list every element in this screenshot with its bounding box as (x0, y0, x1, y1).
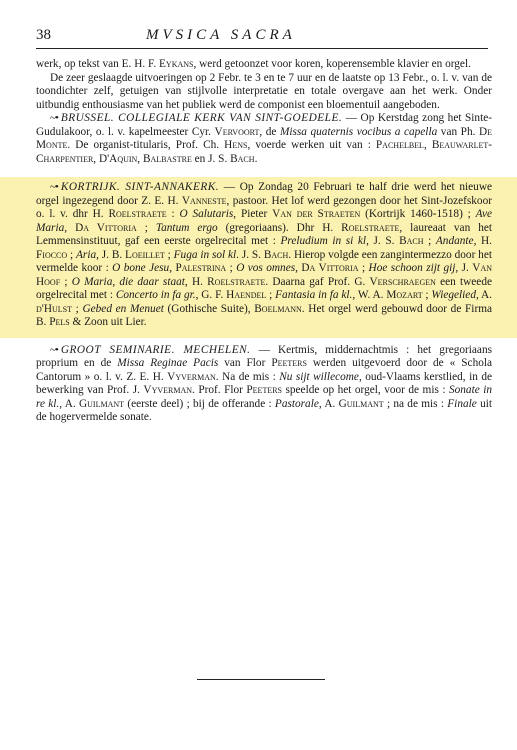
section-heading: KORTRIJK. SINT-ANNAKERK. (60, 181, 220, 193)
highlighted-section (0, 177, 517, 338)
section-brussel: ~• BRUSSEL. COLLEGIALE KERK VAN SINT-GOEDELE. — Op Kerstdag zong het Sinte-Gudulakoor, o. l. v. kapelmeester Cyr. Vervoort, de Missa quaternis vocibus a capella van Ph. De Monte. De organist-titularis, Prof. Ch. Hens, voerde werken uit van : Pachelbel, Beauwarlet-Charpentier, D'Aquin, Balbastre en J. S. Bach. (36, 112, 493, 165)
ornament-glyph: ~• (50, 112, 58, 124)
paragraph-performances: De zeer geslaagde uitvoeringen op 2 Febr. te 3 en te 7 uur en de laatste op 13 Febr., o. l. v. van de toondichter zelf, getuigen van stijlvolle interpretatie en totale overgave aan het werk. Onder uitbundig enthousiasme van het publiek werd de componist een bloementuil aangeboden. (36, 71, 492, 111)
section-heading: BRUSSEL. COLLEGIALE KERK VAN SINT-GOEDELE. (60, 112, 343, 124)
section-mechelen: ~• GROOT SEMINARIE. MECHELEN. — Kertmis, middernachtmis : het gregoriaans proprium en de Missa Reginae Pacis van Flor Peeters werden uitgevoerd door de « Schola Cantorum » o. l. v. Z. E. H. Vyverman. Na de mis : Nu sijt willecome, oud-Vlaams kerstlied, in de bewerking van Prof. J. Vyverman. Prof. Flor Peeters speelde op het orgel, voor de mis : Sonate in re kl., A. Guilmant (eerste deel) ; bij de offerande : Pastorale, A. Guilmant ; na de mis : Finale uit de hogervermelde sonate. (36, 343, 493, 423)
page-content (36, 58, 492, 425)
ornament-glyph: ~• (50, 181, 58, 193)
page-header (36, 24, 488, 49)
section-kortrijk: ~• KORTRIJK. SINT-ANNAKERK. — Op Zondag 20 Februari te half drie werd het nieuwe orgel ingezegend door Z. E. H. Vanneste, pastoor. Het lof werd gezongen door het Sint-Jozefskoor o. l. v. dhr H. Roelstraete : O Salutaris, Pieter Van der Straeten (Kortrijk 1460-1518) ; Ave Maria, Da Vittoria ; Tantum ergo (gregoriaans). Dhr H. Roelstraete, laureaat van het Lemmensinstituut, gaf een eerste orgelrecital met : Preludium in si kl, J. S. Bach ; Andante, H. Fiocco ; Aria, J. B. Loeillet ; Fuga in sol kl. J. S. Bach. Hierop volgde een zangintermezzo door het vermelde koor : O bone Jesu, Palestrina ; O vos omnes, Da Vittoria ; Hoe schoon zijt gij, J. Van Hoof ; O Maria, die daar staat, H. Roelstraete. Daarna gaf Prof. G. Verschraegen een tweede orgelrecital met : Concerto in fa gr., G. F. Haendel ; Fantasia in fa kl., W. A. Mozart ; Wiegelied, A. d'Hulst ; Gebed en Menuet (Gothische Suite), Boelmann. Het orgel werd gebouwd door de Firma B. Pels & Zoon uit Lier. (36, 181, 493, 328)
section-heading: GROOT SEMINARIE. MECHELEN. (60, 343, 251, 356)
paragraph-continued: werk, op tekst van E. H. F. Eykans, werd getoonzet voor koren, koperensemble klavier en orgel. (36, 58, 471, 70)
running-title: MVSICA SACRA (146, 27, 296, 43)
end-rule (197, 679, 325, 680)
page-number: 38 (36, 27, 51, 43)
ornament-glyph: ~• (50, 343, 58, 356)
